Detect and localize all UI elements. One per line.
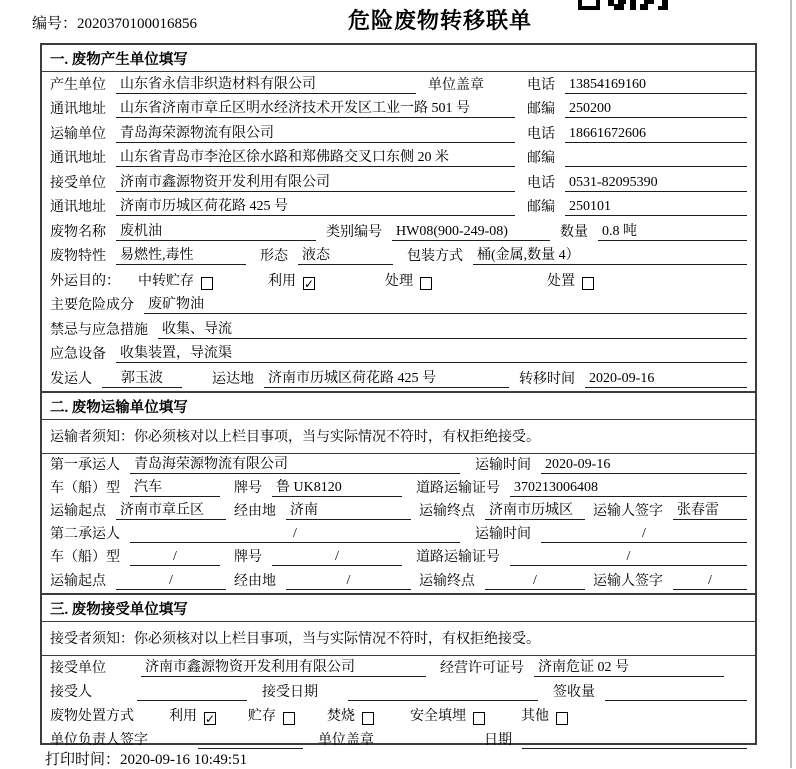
checkbox-icon	[420, 277, 432, 290]
emergency-measures-label: 禁忌与应急措施	[50, 322, 148, 338]
waste-quantity-label: 数量	[560, 224, 588, 240]
transport-zip-label: 邮编	[527, 151, 555, 166]
section-receiver	[42, 593, 755, 753]
main-hazard-value: 废矿物油	[144, 293, 747, 314]
waste-code-value: HW08(900-249-08)	[392, 224, 550, 241]
checkbox-label: 处理	[385, 273, 413, 289]
form-row	[42, 268, 755, 293]
checkbox-other	[521, 705, 568, 725]
plate-no2-value: /	[272, 549, 402, 566]
section-generator	[42, 45, 755, 391]
via1-value: 济南	[286, 499, 411, 520]
transport-unit-label: 运输单位	[50, 126, 106, 142]
checkbox-label: 利用	[268, 273, 296, 289]
origin2-label: 运输起点	[50, 573, 106, 589]
transport-phone-label: 电话	[527, 126, 555, 142]
form-row	[42, 342, 755, 367]
receiver-zip-label: 邮编	[527, 200, 555, 215]
carrier-sign2-label: 运输人签字	[593, 573, 663, 589]
transport-zip-value	[565, 150, 747, 167]
packing-method-value: 桶(金属,数量 4）	[473, 244, 747, 265]
checkbox-checked-icon: ✓	[205, 712, 216, 727]
checkbox-landfill	[410, 705, 485, 725]
checkbox-label: 其他	[521, 709, 549, 725]
checkbox-label: 贮存	[248, 709, 276, 725]
terminus2-value: /	[485, 573, 585, 590]
checkbox-dispose	[547, 270, 594, 290]
via2-value: /	[286, 573, 411, 590]
waste-form-value: 液态	[298, 244, 393, 265]
generator-zip-value: 250200	[565, 101, 747, 118]
vehicle-type2-value: /	[130, 549, 220, 566]
via1-label: 经由地	[234, 504, 276, 520]
page-title: 危险废物转移联单	[347, 8, 532, 33]
receiver-zip-value: 250101	[565, 199, 747, 216]
transporter-notice	[42, 420, 755, 454]
checkbox-icon	[473, 712, 485, 725]
license-no-value: 济南危证 02 号	[534, 656, 724, 677]
section2-header: 二. 废物运输单位填写	[42, 391, 755, 420]
generator-zip-label: 邮编	[527, 102, 555, 117]
receive-date-label: 接受日期	[262, 685, 318, 700]
consignor-value: 郭玉波	[102, 367, 182, 388]
print-time-value: 2020-09-16 10:49:51	[120, 752, 248, 768]
road-permit2-label: 道路运输证号	[416, 550, 500, 566]
form-row	[42, 195, 755, 220]
checkbox-label: 利用	[169, 709, 197, 725]
generator-phone-label: 电话	[527, 77, 555, 93]
form-row	[42, 500, 755, 523]
transfer-date-label: 转移时间	[519, 371, 575, 387]
transport-date1-label: 运输时间	[475, 457, 531, 473]
transport-date2-label: 运输时间	[475, 527, 531, 543]
receiver-person-label: 接受人	[50, 685, 92, 700]
notice-text: 运输者须知：你必须核对以上栏目事项，当与实际情况不符时，有权拒绝接受。	[50, 430, 540, 445]
emergency-measures-value: 收集、导流	[158, 318, 747, 339]
second-carrier-value: /	[130, 526, 460, 543]
receiver-unit-value: 济南市鑫源物资开发利用有限公司	[116, 171, 515, 192]
section-transporter	[42, 391, 755, 593]
destination-value: 济南市历城区荷花路 425 号	[264, 367, 509, 388]
transport-address-value: 山东省青岛市李沧区徐水路和郑佛路交叉口东侧 20 米	[116, 146, 515, 167]
responsible-sign-value	[198, 732, 303, 749]
receive-unit-label: 接受单位	[50, 660, 106, 676]
carrier-sign2-value: /	[673, 573, 747, 590]
form-row	[42, 72, 755, 97]
serial-value: 2020370100016856	[77, 16, 198, 32]
receiver-notice	[42, 622, 755, 656]
receiver-unit-label: 接受单位	[50, 175, 106, 191]
waste-property-label: 废物特性	[50, 249, 106, 264]
unit-seal2-label: 单位盖章	[318, 733, 374, 749]
date-field-value	[522, 732, 747, 749]
form-row	[42, 704, 755, 728]
waste-property-value: 易燃性,毒性	[116, 244, 246, 265]
second-carrier-label: 第二承运人	[50, 527, 120, 543]
first-carrier-value: 青岛海荣源物流有限公司	[130, 453, 460, 474]
checkbox-utilize	[268, 270, 315, 290]
date-field-label: 日期	[484, 733, 512, 749]
checkbox-store	[248, 705, 295, 725]
checkbox-incinerate	[327, 705, 374, 725]
transport-phone-value: 18661672606	[565, 126, 747, 143]
disposal-method-label: 废物处置方式	[50, 709, 134, 725]
waste-code-label: 类别编号	[326, 224, 382, 240]
receiver-person-value	[137, 684, 247, 701]
form-row	[42, 293, 755, 318]
checkbox-label: 安全填埋	[410, 709, 466, 725]
form-row	[42, 97, 755, 122]
destination-label: 运达地	[212, 371, 254, 387]
transfer-form-table	[40, 43, 757, 749]
road-permit1-label: 道路运输证号	[416, 480, 500, 496]
terminus2-label: 运输终点	[419, 573, 475, 589]
checkbox-icon	[201, 277, 213, 290]
generator-unit-label: 产生单位	[50, 77, 106, 93]
section1-header: 一. 废物产生单位填写	[42, 45, 755, 72]
origin1-value: 济南市章丘区	[116, 499, 226, 520]
plate-no1-label: 牌号	[234, 480, 262, 496]
plate-no2-label: 牌号	[234, 550, 262, 566]
generator-unit-value: 山东省永信非织造材料有限公司	[116, 73, 416, 94]
print-time-label: 打印时间：	[45, 752, 121, 768]
receiver-address-label: 通讯地址	[50, 200, 106, 215]
form-row	[42, 546, 755, 569]
qr-code-icon	[578, 0, 668, 10]
form-row	[42, 680, 755, 704]
waste-quantity-value: 0.8 吨	[598, 220, 747, 241]
first-carrier-label: 第一承运人	[50, 457, 120, 473]
terminus1-value: 济南市历城区	[485, 499, 585, 520]
serial-number	[32, 12, 197, 33]
main-hazard-label: 主要危险成分	[50, 298, 134, 313]
receiver-phone-label: 电话	[527, 175, 555, 191]
form-row	[42, 477, 755, 500]
plate-no1-value: 鲁 UK8120	[272, 476, 402, 497]
packing-method-label: 包装方式	[407, 249, 463, 264]
receiver-address-value: 济南市历城区荷花路 425 号	[116, 195, 515, 216]
license-no-label: 经营许可证号	[440, 660, 524, 676]
transport-date1-value: 2020-09-16	[541, 457, 747, 474]
form-row	[42, 569, 755, 592]
waste-name-value: 废机油	[116, 220, 316, 241]
vehicle-type1-label: 车（船）型	[50, 480, 120, 496]
generator-address-value: 山东省济南市章丘区明水经济技术开发区工业一路 501 号	[116, 97, 515, 118]
carrier-sign1-label: 运输人签字	[593, 504, 663, 520]
checkbox-treat	[385, 270, 432, 290]
unit-seal-label: 单位盖章	[428, 77, 484, 93]
emergency-equipment-label: 应急设备	[50, 347, 106, 362]
serial-label: 编号：	[32, 16, 78, 32]
checkbox-label: 焚烧	[327, 709, 355, 725]
road-permit2-value: /	[510, 549, 747, 566]
receive-date-value	[348, 684, 538, 701]
emergency-equipment-value: 收集装置，导流渠	[116, 342, 747, 363]
form-row	[42, 170, 755, 195]
form-row	[42, 146, 755, 171]
transport-unit-value: 青岛海荣源物流有限公司	[116, 122, 515, 143]
consignor-label: 发运人	[50, 371, 92, 387]
form-row	[42, 366, 755, 391]
transport-address-label: 通讯地址	[50, 151, 106, 166]
form-row	[42, 454, 755, 477]
receiver-phone-value: 0531-82095390	[565, 175, 747, 192]
waste-form-label: 形态	[260, 249, 288, 264]
received-amount-value	[605, 684, 747, 701]
notice-text: 接受者须知：你必须核对以上栏目事项，当与实际情况不符时，有权拒绝接受。	[50, 632, 540, 648]
carrier-sign1-value: 张春雷	[673, 499, 747, 520]
waste-name-label: 废物名称	[50, 224, 106, 240]
origin1-label: 运输起点	[50, 504, 106, 520]
received-amount-label: 签收量	[553, 685, 595, 700]
responsible-sign-label: 单位负责人签字	[50, 733, 148, 749]
terminus1-label: 运输终点	[419, 504, 475, 520]
print-time	[45, 748, 247, 769]
transfer-date-value: 2020-09-16	[585, 371, 747, 388]
receive-unit-value: 济南市鑫源物资开发利用有限公司	[141, 656, 426, 677]
checkbox-icon	[283, 712, 295, 725]
checkbox-transfer-storage	[138, 270, 213, 290]
transfer-purpose-label: 外运目的：	[50, 273, 120, 289]
checkbox-checked-icon: ✓	[304, 276, 315, 291]
generator-address-label: 通讯地址	[50, 102, 106, 117]
section3-header: 三. 废物接受单位填写	[42, 593, 755, 622]
checkbox-label: 中转贮存	[138, 273, 194, 289]
checkbox-icon	[362, 712, 374, 725]
origin2-value: /	[116, 573, 226, 590]
checkbox-icon	[556, 712, 568, 725]
checkbox-utilize-2	[169, 705, 216, 725]
page-edge-line	[790, 0, 792, 768]
via2-label: 经由地	[234, 573, 276, 589]
vehicle-type2-label: 车（船）型	[50, 550, 120, 566]
form-row	[42, 244, 755, 269]
form-row	[42, 523, 755, 546]
generator-phone-value: 13854169160	[565, 77, 747, 94]
transport-date2-value: /	[541, 526, 747, 543]
vehicle-type1-value: 汽车	[130, 476, 220, 497]
form-row	[42, 219, 755, 244]
form-row	[42, 317, 755, 342]
checkbox-label: 处置	[547, 273, 575, 289]
road-permit1-value: 370213006408	[510, 480, 747, 497]
form-row	[42, 656, 755, 680]
form-row	[42, 121, 755, 146]
checkbox-icon	[582, 277, 594, 290]
